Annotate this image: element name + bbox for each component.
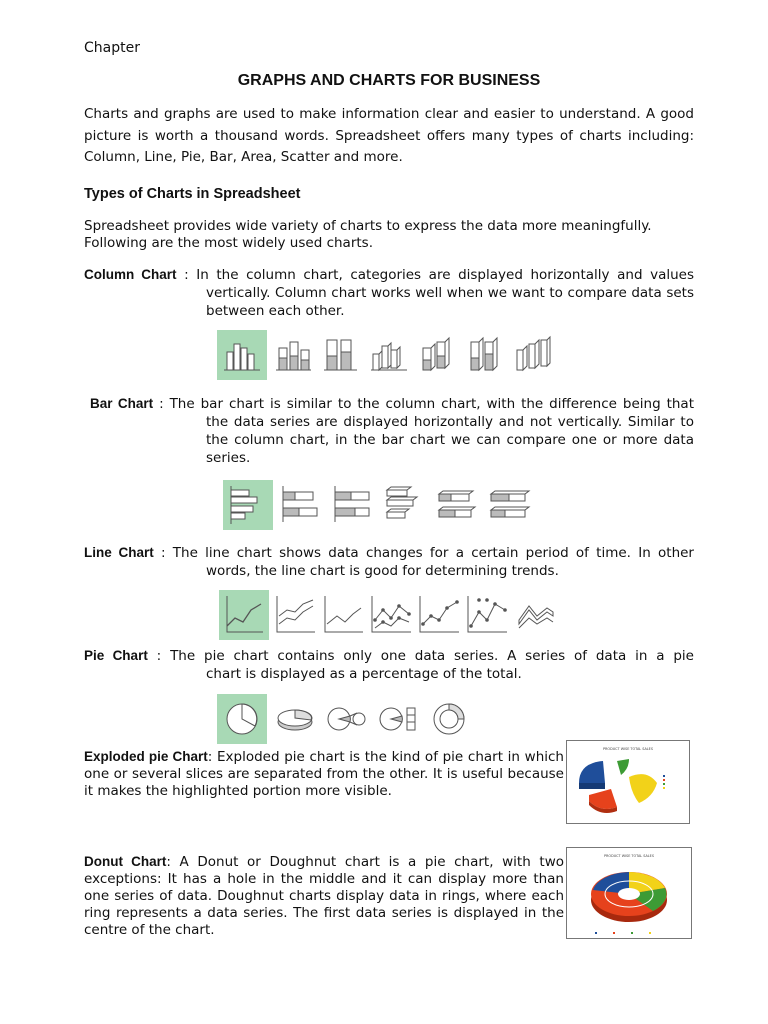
stacked-column-icon[interactable]	[271, 330, 315, 380]
column-chart-definition	[84, 266, 694, 320]
3d-clustered-bar-icon[interactable]	[381, 480, 429, 530]
3d-line-icon[interactable]	[513, 590, 557, 640]
page-title: GRAPHS AND CHARTS FOR BUSINESS	[237, 72, 541, 89]
percent-line-markers-icon[interactable]	[465, 590, 509, 640]
column-chart-term: Column Chart	[84, 267, 177, 282]
line-chart-definition	[84, 544, 694, 580]
column-chart-rest: vertically. Column chart works well when we want to compare data sets between each other.	[206, 285, 694, 319]
stacked-bar-icon[interactable]	[277, 480, 325, 530]
pie-icon[interactable]	[217, 694, 267, 744]
doughnut-icon[interactable]	[427, 694, 475, 744]
clustered-bar-icon[interactable]	[223, 480, 273, 530]
pie-chart-term: Pie Chart	[84, 648, 148, 663]
3d-percent-column-icon[interactable]	[463, 330, 507, 380]
percent-column-icon[interactable]	[319, 330, 363, 380]
types-intro	[84, 218, 694, 252]
pie-of-pie-icon[interactable]	[323, 694, 371, 744]
pie-chart-icon-strip	[217, 694, 475, 744]
column-chart-line1: In the column chart, categories are displayed horizontally and values	[196, 267, 694, 283]
stacked-line-icon[interactable]	[273, 590, 317, 640]
donut-chart-definition	[84, 853, 564, 939]
intro-paragraph: Charts and graphs are used to make information clear and easier to understand. A good picture is worth a thousand words. Spreadsheet offers many types of charts including: Column, Line, Pie, Bar, Area, Scatter and more.	[84, 106, 694, 165]
percent-bar-icon[interactable]	[329, 480, 377, 530]
exploded-pie-thumbnail	[566, 740, 690, 824]
percent-line-icon[interactable]	[321, 590, 365, 640]
bar-chart-rest: the data series are displayed horizontally and not vertically. Similar to the column chart, in the bar chart we can compare one or more data series.	[206, 414, 694, 466]
line-chart-rest: words, the line chart is good for determining trends.	[206, 563, 559, 579]
bar-chart-icon-strip	[223, 480, 533, 530]
3d-column-icon[interactable]	[511, 330, 555, 380]
column-chart-sep: :	[176, 267, 197, 283]
types-intro-line1: Spreadsheet provides wide variety of charts to express the data more meaningfully.	[84, 218, 652, 234]
3d-pie-icon[interactable]	[271, 694, 319, 744]
exploded-pie-term: Exploded pie Chart	[84, 749, 208, 764]
pie-chart-line1: The pie chart contains only one data series. A series of data in a pie	[170, 648, 694, 664]
pie-chart-sep: :	[147, 648, 171, 664]
bar-chart-line1: The bar chart is similar to the column chart, with the difference being that	[169, 396, 694, 412]
bar-of-pie-icon[interactable]	[375, 694, 423, 744]
exploded-pie-definition	[84, 748, 564, 800]
types-intro-line2: Following are the most widely used charts.	[84, 235, 373, 251]
donut-chart-thumbnail	[566, 847, 692, 939]
3d-clustered-column-icon[interactable]	[367, 330, 411, 380]
bar-chart-definition	[84, 395, 694, 467]
line-chart-icon-strip	[219, 590, 557, 640]
exploded-pie-text: : Exploded pie chart is the kind of pie chart in which one or several slices are separated from the other. It is useful because it makes the highlighted portion more visible.	[84, 749, 564, 799]
bar-chart-sep: :	[153, 396, 170, 412]
donut-chart-text: : A Donut or Doughnut chart is a pie chart, with two exceptions: It has a hole in the middle and it can display more than one series of data. Doughnut charts display data in rings, where each ring represents a data series. The first data series is displayed in the centre of the chart.	[84, 854, 564, 938]
exploded-pie-thumbnail-title: PRODUCT WISE TOTAL SALES	[603, 747, 653, 751]
3d-percent-bar-icon[interactable]	[485, 480, 533, 530]
3d-stacked-column-icon[interactable]	[415, 330, 459, 380]
pie-chart-rest: chart is displayed as a percentage of the total.	[206, 666, 522, 682]
donut-chart-term: Donut Chart	[84, 854, 167, 869]
clustered-column-icon[interactable]	[217, 330, 267, 380]
line-chart-term: Line Chart	[84, 545, 154, 560]
line-icon[interactable]	[219, 590, 269, 640]
chapter-label: Chapter	[84, 40, 140, 56]
bar-chart-term: Bar Chart	[89, 396, 154, 411]
stacked-line-markers-icon[interactable]	[417, 590, 461, 640]
pie-chart-definition	[84, 647, 694, 683]
column-chart-icon-strip	[217, 330, 555, 380]
3d-stacked-bar-icon[interactable]	[433, 480, 481, 530]
types-heading: Types of Charts in Spreadsheet	[84, 186, 301, 202]
line-markers-icon[interactable]	[369, 590, 413, 640]
line-chart-sep: :	[153, 545, 173, 561]
donut-chart-thumbnail-title: PRODUCT WISE TOTAL SALES	[604, 854, 654, 858]
line-chart-line1: The line chart shows data changes for a certain period of time. In other	[172, 545, 694, 561]
